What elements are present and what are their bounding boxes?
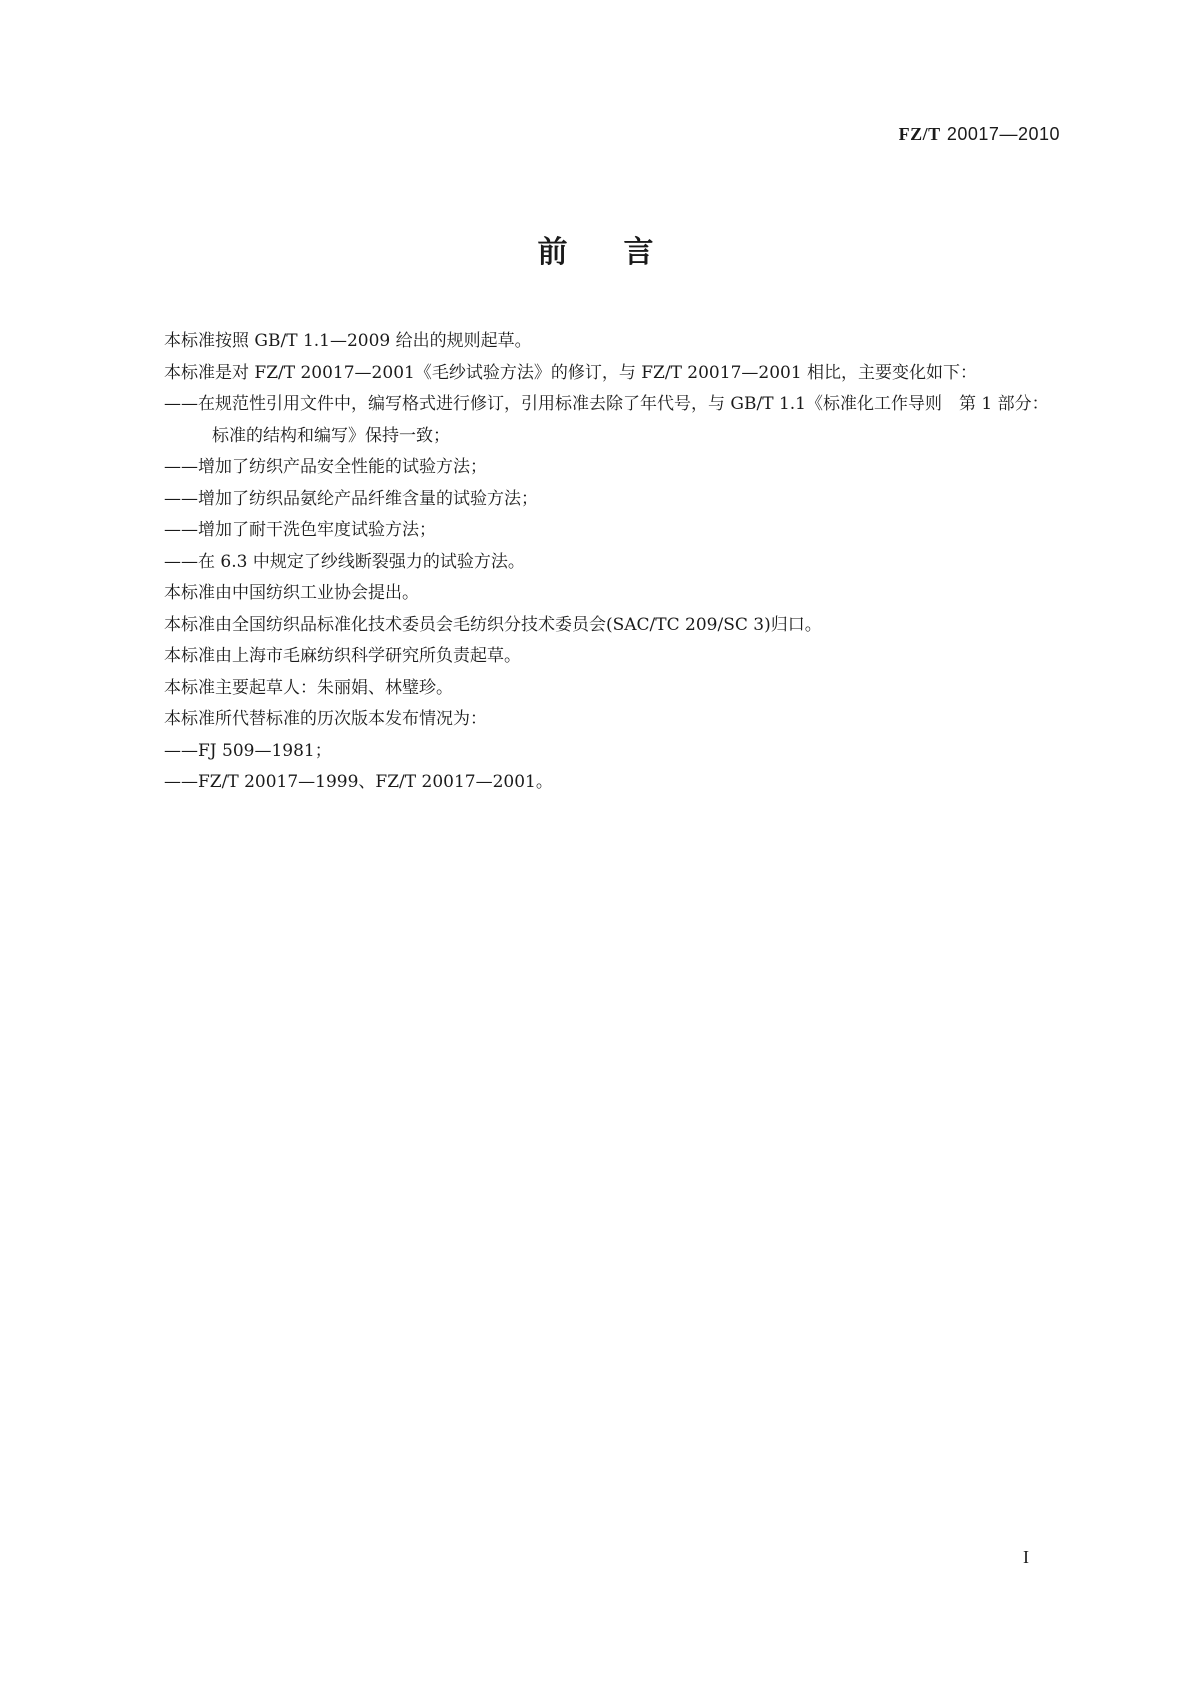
list-item-change: ——在 6.3 中规定了纱线断裂强力的试验方法。 xyxy=(164,551,525,572)
paragraph-drafting-rules: 本标准按照 GB/T 1.1—2009 给出的规则起草。 xyxy=(164,331,532,351)
paragraph-proposer: 本标准由中国纺织工业协会提出。 xyxy=(164,583,419,603)
list-item-history: ——FJ 509—1981； xyxy=(164,740,332,761)
paragraph-revision: 本标准是对 FZ/T 20017—2001《毛纱试验方法》的修订，与 FZ/T 20017—2001 相比，主要变化如下： xyxy=(164,362,978,383)
foreword-body xyxy=(128,326,1052,799)
list-item-change: ——增加了耐干洗色牢度试验方法； xyxy=(164,520,436,540)
list-item-change: ——在规范性引用文件中，编写格式进行修订，引用标准去除了年代号，与 GB/T 1.1《标准化工作导则 第 1 部分：标准的结构和编写》保持一致； xyxy=(164,394,1049,446)
standard-code-number: 20017—2010 xyxy=(946,124,1060,144)
page-number: I xyxy=(1023,1547,1029,1567)
list-item-history: ——FZ/T 20017—1999、FZ/T 20017—2001。 xyxy=(164,772,553,792)
paragraph-drafting-unit: 本标准由上海市毛麻纺织科学研究所负责起草。 xyxy=(164,646,521,666)
list-item-change: ——增加了纺织品氨纶产品纤维含量的试验方法； xyxy=(164,488,538,509)
standard-code xyxy=(899,124,1060,145)
paragraph-history-intro: 本标准所代替标准的历次版本发布情况为： xyxy=(164,709,487,729)
paragraph-drafters: 本标准主要起草人：朱丽娟、林璧珍。 xyxy=(164,677,453,698)
paragraph-committee: 本标准由全国纺织品标准化技术委员会毛纺织分技术委员会(SAC/TC 209/SC 3)归口。 xyxy=(164,614,822,635)
list-item-change: ——增加了纺织产品安全性能的试验方法； xyxy=(164,457,487,477)
page-title: 前言 xyxy=(537,235,710,270)
standard-code-prefix: FZ/T xyxy=(898,124,941,144)
